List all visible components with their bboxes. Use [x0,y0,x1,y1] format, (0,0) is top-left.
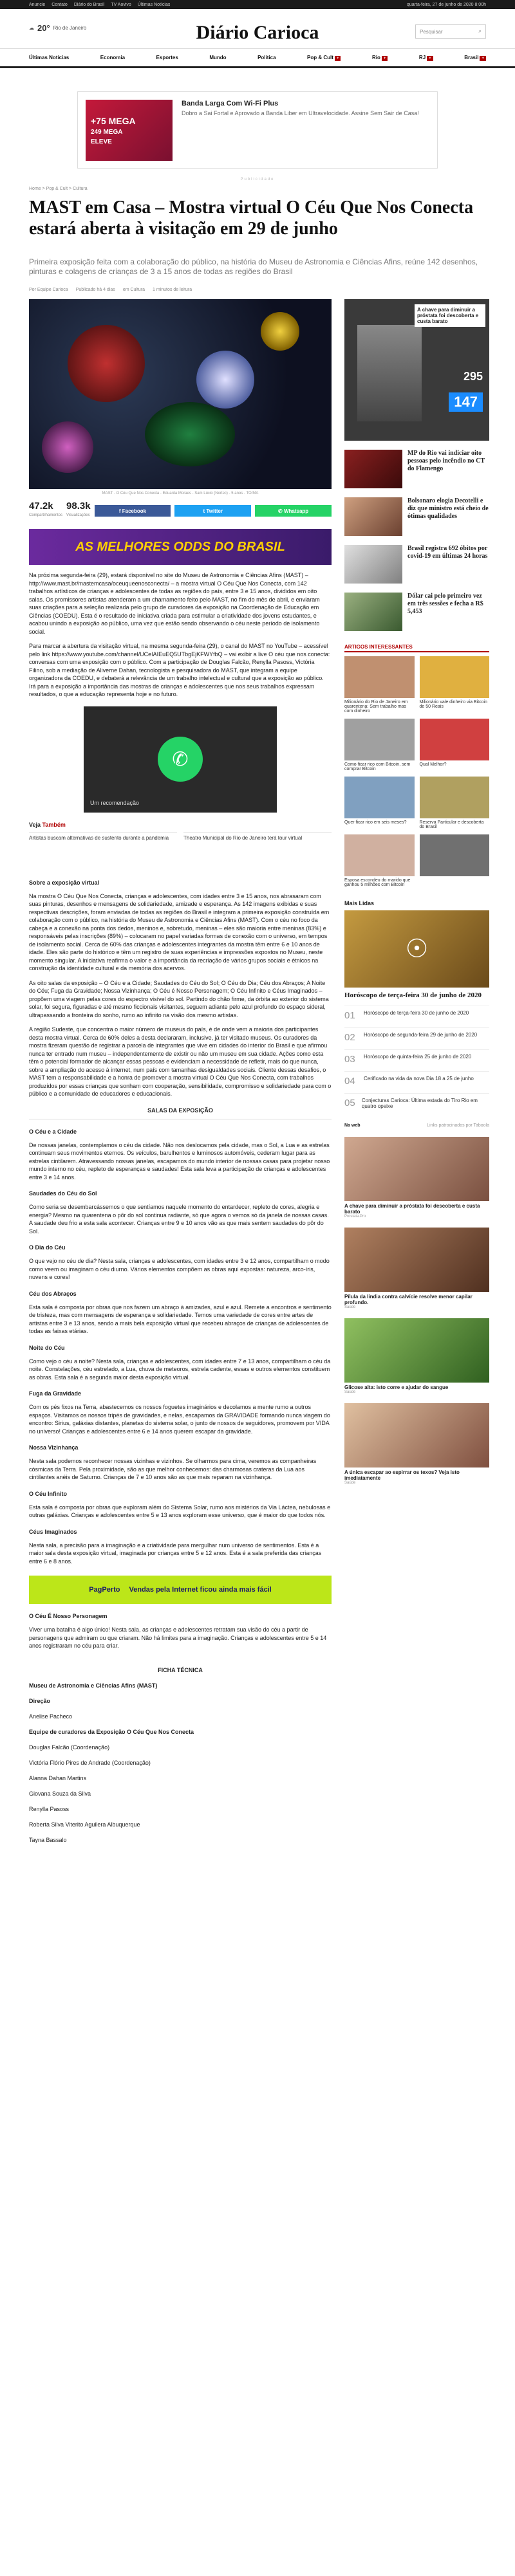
sala-title: O Céu e a Cidade [29,1128,77,1135]
interesting-item[interactable] [420,834,490,887]
interesting-item[interactable]: Milionário vale dinheiro via Bitcoin de 50 Reais [420,656,490,713]
sala-title: Saudades do Céu do Sol [29,1190,97,1197]
sala-title: Nossa Vizinhança [29,1444,79,1451]
side-news-title[interactable]: Brasil registra 692 óbitos por covid-19 em últimas 24 horas [407,545,488,560]
sala-title: O Céu É Nosso Personagem [29,1613,108,1619]
sala-text: Esta sala é composta por obras que exploram além do Sistema Solar, rumo aos mistérios da Via Láctea, nebulosas e outras galáxias. Crianças e adolescentes entre 5 e 13 anos exploram esse universo, que é maior do que todos nós. [29,1504,331,1518]
paragraph: Na mostra O Céu Que Nos Conecta, crianças e adolescentes, com idades entre 3 e 15 anos, nos abrasaram com suas pinturas, desenhos e mensagens de solidariedade, amizade e esperança. As 142 imagens exibidas e suas respectivas descrições, foram enviadas de todas as regiões do Brasil e integram a primeira exposição construída em colaboração com o público, na história do Museu de Astronomia e Ciências Afins (MAST). Com o céu no foco da cabeça e a conexão na ponta dos dedos, meninos e, sobretudo, meninas – eles são maioria entre meninas (83%) e responsáveis pelas inscrições (89%) – colocaram no papel variadas formas de conexão com o universo, em tempos de isolamento social. Cerca de 60% das crianças e adolescentes integrantes da mostra têm entre 6 e 10 anos de idade. Eles são parte do histórico e têm um registro de suas experiências e impressões expostos no Museu, neste momento singular. A iniciativa reafirma o valor e a importância da recriação de vários grupos sociais e étnicos na construção da identidade cultural e da memória dos acervos. [29,892,330,971]
ficha-item: Roberta Silva Viterito Aguilera Albuquerque [29,1821,140,1828]
side-news-title[interactable]: MP do Rio vai indiciar oito pessoas pelo incêndio no CT do Flamengo [407,450,485,472]
sidebar-advertisement[interactable]: A chave para diminuir a próstata foi descoberta e custa barato 295 147 [344,299,489,441]
sala-title: O Céu Infinito [29,1490,67,1497]
share-count: 47.2k Compartilhamentos [29,501,63,517]
nav-badge: + [382,56,388,61]
whatsapp-icon: ✆ [158,737,203,782]
weather-temp: 20° [37,23,50,33]
ficha-heading: FICHA TÉCNICA [158,1666,203,1673]
most-read-heading: Mais Lidas [344,900,375,906]
topbar-link[interactable]: Contato [52,2,68,7]
side-news-title[interactable]: Dólar cai pelo primeiro vez em três sessões e fecha a R$ 5,453 [407,593,483,615]
odds-advertisement[interactable]: AS MELHORES ODDS DO BRASIL [29,529,332,565]
ficha-item: Giovana Souza da Silva [29,1790,91,1797]
sala-text: Com os pés fixos na Terra, abastecemos os nossos foguetes imaginários e decolamos a mente rumo a outros espaços. Visitamos os nossos tripés de gravidades, e nelas, escapamos da GRAVIDADE formando nunca viagem do encontro: Sirius, galáxias distantes, planetas do sistema solar, o junto de nossos de seguidores, promovem por VIDA no universo! Crianças e adolescentes entre 6 e 14 anos querem escapar da gravidade. [29,1404,330,1435]
ficha-item: Tayna Bassalo [29,1836,67,1843]
sala-title: Céus Imaginados [29,1528,77,1535]
interesting-item[interactable]: Esposa escondeu do marido que ganhou 5 milhões com Bitcoin [344,834,415,887]
related-item[interactable]: Artistas buscam alternativas de sustento durante a pandemia [29,832,177,841]
related-item[interactable]: Theatro Municipal do Rio de Janeiro terá tour virtual [183,832,332,841]
topbar-link[interactable]: TV Aovivo [111,2,131,7]
inline-advertisement[interactable]: PagPerto Vendas pela Internet ficou ainda mais fácil [29,1576,332,1604]
side-news-card[interactable] [344,450,489,488]
sponsored-item[interactable]: A chave para diminuir a próstata foi descoberta e custa barato Prostata.Pro [344,1137,489,1219]
video-title: Um recomendação [90,799,140,806]
sponsored-brand[interactable]: Links patrocinados por Taboola [427,1123,489,1128]
most-read-item[interactable]: 02 Horóscopo de segunda-feira 29 de junho de 2020 [344,1027,489,1043]
whatsapp-icon: ✆ [278,508,284,514]
sala-title: Noite do Céu [29,1344,65,1351]
ficha-item: Alanna Dahan Martins [29,1774,87,1781]
sponsored-links [344,1123,489,1485]
byline-readtime: 1 minutos de leitura [153,288,192,292]
hero-caption: MAST - O Céu Que Nos Conecta - Eduarda Moraes - Sam Lúcio (Nortec) - 5 anos - TO/MA [102,492,259,495]
interesting-item[interactable]: Milionário do Rio de Janeiro em quarentena: Sem trabalho mas com dinheiro [344,656,415,713]
sala-text: De nossas janelas, contemplamos o céu da cidade. Não nos deslocamos pela cidade, mas o Sol, a Lua e as estrelas continuam seus movimentos eternos. Os veículos, barulhentos e luminosos automóveis, cederam lugar para as estrelas cintilarem. Atravessando nossas janelas, escapamos do mundo interior de nossas casas para projetar nosso mundo interno no céu, repleto de esperanças e saudades! Esta sala leva a participação de crianças e adolescentes entre 3 e 14 anos. [29,1141,330,1181]
nav-item[interactable]: Últimas Notícias [29,55,70,60]
cloud-icon: ☁ [29,25,34,31]
search-icon[interactable]: ⌕ [478,28,482,34]
sponsored-heading: Na web [344,1123,360,1128]
ad-title: Banda Larga Com Wi-Fi Plus [182,100,279,107]
nav-item[interactable]: Economia [100,55,126,60]
top-bar [0,0,515,9]
nav-item[interactable]: Política [258,55,276,60]
article-byline [29,288,192,292]
sponsored-item[interactable]: Pílula da lindia contra calvície resolve menor capilar profundo. Saúde [344,1228,489,1309]
related-header: Veja Também [29,821,66,828]
sala-text: O que vejo no céu de dia? Nesta sala, crianças e adolescentes, com idades entre 3 e 12 anos, compartilham o modo como veem ou imaginam o céu diurno. Vários elementos compõem as obras aqui expostas: natureza, arco-íris, nuvens e cores! [29,1258,330,1280]
article-body [29,299,332,1843]
site-header [0,9,515,49]
facebook-icon: f [118,508,122,514]
ficha-list [29,1682,332,1843]
sidebar [344,299,489,1485]
paragraph: A região Sudeste, que concentra o maior número de museus do país, é de onde vem a maioria dos participantes desta mostra virtual. Cerca de 60% deles a desta declararam, inclusive, já ter visitado museus. Os curadores da mostra fizeram questão de registrar a parcela de integrantes que vive em cidades do interior do Brasil e que afirmou nunca ter entrado num museu – independentemente de existir ou não um museu em sua cidade. Ações como esta têm o potencial formador de alcançar essas pessoas e evidenciam a necessidade de refletir, mais do que nunca, sobre a ampliação do acesso à internet, num país com tamanhas desigualdades sociais. Cliente dessas desafios, o MAST tem a responsabilidade e a honra de promover a mostra virtual O Céu Que Nos Conecta, com trabalhos produzidos por essas crianças que sonham com cooperação, sensibilidade, compromisso e solidariedade para com o público e a comunidade de educadores e educacionais. [29,1026,332,1097]
interesting-item[interactable]: Como ficar rico com Bitcoin, sem comprar Bitcoin [344,719,415,771]
search-placeholder: Pesquisar [420,28,443,35]
main-nav [0,49,515,68]
ad-label: Publicidade [240,178,275,181]
interesting-item[interactable]: Quer ficar rico em seis meses? [344,777,415,829]
search-input[interactable] [415,24,486,39]
interesting-item[interactable]: Reserva Particular e descoberta do Brasil [420,777,490,829]
most-read-item[interactable]: 01 Horóscopo de terça-feira 30 de junho de 2020 [344,1006,489,1021]
sponsored-item[interactable]: A única escapar ao espirrar os texos? Veja isto imediatamente Saúde [344,1403,489,1485]
topbar-link[interactable]: Diário do Brasil [73,2,105,7]
ad-text[interactable] [182,100,419,160]
ficha-item: Victória Flório Pires de Andrade (Coordenação) [29,1759,151,1766]
most-read [344,900,489,1109]
ad-image[interactable]: +75 MEGA 249 MEGA ELEVE [86,100,173,161]
paragraph: Na próxima segunda-feira (29), estará disponível no site do Museu de Astronomia e Ciências Afins (MAST) – http://www.mast.br/mastemcasa/oceuqueenosconecta/ – a mostra virtual O Céu Que Nos Conecta, com 142 trabalhos artísticos de crianças e adolescentes de todas as regiões do país, entre 3 e 15 anos, divididos em oito salas. Os promissores artistas atenderam a um chamamento feito pelo MAST, no fim do mês de abril, e enviaram suas criações para a seleção realizada pelo grupo de curadores da exposição na Coordenação de Educação em Ciências (COEDU). Esta é o resultado de iniciativa criada para estimular a criatividade dos jovens estudantes, e acabou unindo a exposição ao público, uma vez que estão sendo observando o céu neste período de isolamento social. [29,572,320,635]
twitter-icon: t [203,508,207,514]
nav-badge: + [427,56,433,61]
facebook-share-button[interactable]: f Facebook [95,505,171,517]
article-subtitle: Primeira exposição feita com a colaboração do público, na história do Museu de Astronomia e Ciências Afins, reúne 142 desenhos, pinturas e colagens de crianças de 3 a 15 anos de todas as regiões do Brasil [29,257,478,276]
ficha-item: Douglas Falcão (Coordenação) [29,1743,110,1751]
nav-item[interactable]: Brasil + [464,55,486,60]
salas-heading: SALAS DA EXPOSIÇÃO [147,1107,213,1114]
nav-item[interactable]: Mundo [209,55,227,60]
side-news-card[interactable] [344,545,489,584]
sala-title: Fuga da Gravidade [29,1390,82,1397]
share-bar [29,502,332,520]
nav-item[interactable]: RJ + [419,55,433,60]
byline-category[interactable]: em Cultura [122,288,145,292]
twitter-share-button[interactable]: t Twitter [174,505,251,517]
ad-desc: Dobro a Sai Fortal e Aprovado a Banda Liber em Ultravelocidade. Assine Sem Sair de Casa! [182,110,419,116]
sala-title: O Dia do Céu [29,1244,66,1251]
side-news-title[interactable]: Bolsonaro elogia Decotelli e diz que ministro está cheio de ótimas qualidades [407,497,489,520]
ficha-item: Direção [29,1697,51,1704]
paragraph: Para marcar a abertura da visitação virtual, na mesma segunda-feira (29), o canal do MAST no YouTube – acessível pelo link https://www.youtube.com/channel/UCeIAIEuEQ5UTbgEjKFWYfbQ – vai exibir a live O céu que nos conecta: conversas com uma exposição com o público. Com a participação de Douglas Falcão, Renylla Pasoss, Victória Filino, sob a mediação de Aliverne Dahan, tecnologista e pesquisadora do MAST, que integram a equipe organizadora da COEDU, e debaterá a relevância de um trabalho intelectual e cultural que a exposição ao público. Irá para a exposição a importância das mostras de crianças e adolescentes que nos seus trabalhos expressam resultados, o que a educação representa hoje e no futuro. [29,643,330,697]
sala-title: Céu dos Abraços [29,1290,77,1297]
ficha-item: Equipe de curadores da Exposição O Céu Que Nos Conecta [29,1728,194,1735]
site-logo[interactable]: Diário Carioca [196,22,319,43]
related-list [29,832,332,841]
sala-text: Esta sala é composta por obras que nos fazem um abraço à amizades, azul e azul. Remete a encontros e sentimento de tristeza, mas com mensagens de esperança e solidariedade. Temos uma variedade de cores entre artes de artistas entre 3 e 13 anos, sendo a mais bela exposição virtual que recebeu abraços de crianças de adolescentes de todas as faixas etárias. [29,1303,332,1334]
topbar-link[interactable]: Últimas Notícias [137,2,171,7]
paragraph: As oito salas da exposição – O Céu e a Cidade; Saudades do Céu do Sol; O Céu do Dia; Céu dos Abraços; A Noite do Céu; Fuga da Gravidade; Nossa Vizinhança; O Céu é Nosso Personagem; O Céu Infinito e Céus Imaginados – propõem uma viagem pelas cores do espectro visível do sol. Partindo do chão firme, da órbita ao exterior do sistema solar, foi segura, figuradas e até mesmo ficcionais visitantes, seguem adiante pelo azul profundo do espaço sideral, ultrapassando a fronteira do sonho, rumo ao infinito na visão dos mesmo artistas. [29,979,329,1018]
sala-text: Como vejo o céu a noite? Nesta sala, crianças e adolescentes, com idades entre 7 e 13 anos, compartilham o céu da noite. Constelações, céu estrelado, a Lua, chuva de meteoros, estrela cadente, essas e outros elementos constituem as obras. Esta sala é a segunda maior desta exposição virtual. [29,1357,331,1381]
ficha-item: Renylla Pasoss [29,1805,70,1812]
view-count: 98.3k Visualizações [66,501,91,517]
embedded-video[interactable] [84,706,277,813]
section-heading: Sobre a exposição virtual [29,879,100,886]
byline-author[interactable]: Por Equipe Carioca [29,288,68,292]
sala-text: Como seria se desembarcássemos o que sentíamos naquele momento do entardecer, repleto de cores, alegria e energia? Mesmo na quarentena o pôr do sol continua radiante, só que agora o vemos só da janela de nossas casas. A saudade deu frio a esta sala acontecer. Crianças entre 9 e 10 anos vão as que mais sentem saudades do pôr do Sol. [29,1204,329,1235]
most-read-item[interactable]: 03 Horóscopo de quinta-feira 25 de junho de 2020 [344,1049,489,1065]
most-read-item[interactable]: 04 Cerificado na vida da nova Dia 18 a 25 de junho [344,1071,489,1087]
topbar-link[interactable]: Anuncie [29,2,46,7]
interesting-item[interactable]: Qual Melhor? [420,719,490,771]
weather-location: Rio de Janeiro [53,25,87,31]
whatsapp-share-button[interactable]: ✆ Whatsapp [255,505,332,517]
sponsored-item[interactable]: Glicose alta: isto corre e ajudar do sangue Saúde [344,1318,489,1394]
breadcrumb[interactable]: Home > Pop & Cult > Cultura [29,187,88,191]
sala-text: Nesta sala, a precisão para a imaginação e a criatividade para mergulhar num universo de sentimentos. Esta é a maior sala desta exposição virtual, imaginada por crianças entre 5 e 12 anos. Esta é a sala preferida das crianças entre 6 e 8 anos. [29,1541,322,1565]
byline-published: Publicado há 4 dias [75,288,115,292]
topbar-date: quarta-feira, 27 de junho de 2020 8:00h [407,2,486,7]
hero-artwork [29,299,332,489]
nav-badge: + [335,56,341,61]
ficha-item: Anelise Pacheco [29,1713,73,1720]
side-news-card[interactable] [344,593,489,631]
salas-list [29,1128,332,1650]
side-news-card[interactable] [344,497,489,536]
interesting-heading: ARTIGOS INTERESSANTES [344,644,489,652]
most-read-featured[interactable]: Horóscopo de terça-feira 30 de junho de 2020 [344,991,482,999]
sala-text: Nesta sala podemos reconhecer nossas vizinhas e vizinhos. Se olharmos para cima, veremos as companheiras cósmicas da Terra. Pela proximidade, são as que melhor conhecemos: das charmosas crateras da Lua aos cintilantes anéis de Saturno. Crianças de 7 e 10 anos são as que mais reparam na vizinhança. [29,1458,317,1480]
top-advertisement[interactable] [77,91,438,169]
most-read-item[interactable]: 05 Conjecturas Carioca: Última estada do Tiro Rio em quatro opeixe [344,1093,489,1109]
sala-text: Viver uma batalha é algo único! Nesta sala, as crianças e adolescentes retratam sua visão do céu a partir de personagens que admiram ou que criaram. Não há limites para a imaginação. Crianças e adolescentes entre 5 e 14 anos registraram no céu para criar. [29,1626,327,1649]
article-title: MAST em Casa – Mostra virtual O Céu Que Nos Conecta estará aberta à visitação em 29 de junho [29,198,474,239]
nav-item[interactable]: Esportes [156,55,178,60]
nav-badge: + [480,56,486,61]
nav-item[interactable]: Pop & Cult + [307,55,341,60]
sidebar-ad-text[interactable]: A chave para diminuir a próstata foi descoberta e custa barato [415,304,485,327]
nav-item[interactable]: Rio + [372,55,388,60]
zodiac-icon[interactable]: ☉ [344,910,489,988]
ficha-item: Museu de Astronomia e Ciências Afins (MAST) [29,1682,158,1689]
interesting-grid [344,656,489,887]
